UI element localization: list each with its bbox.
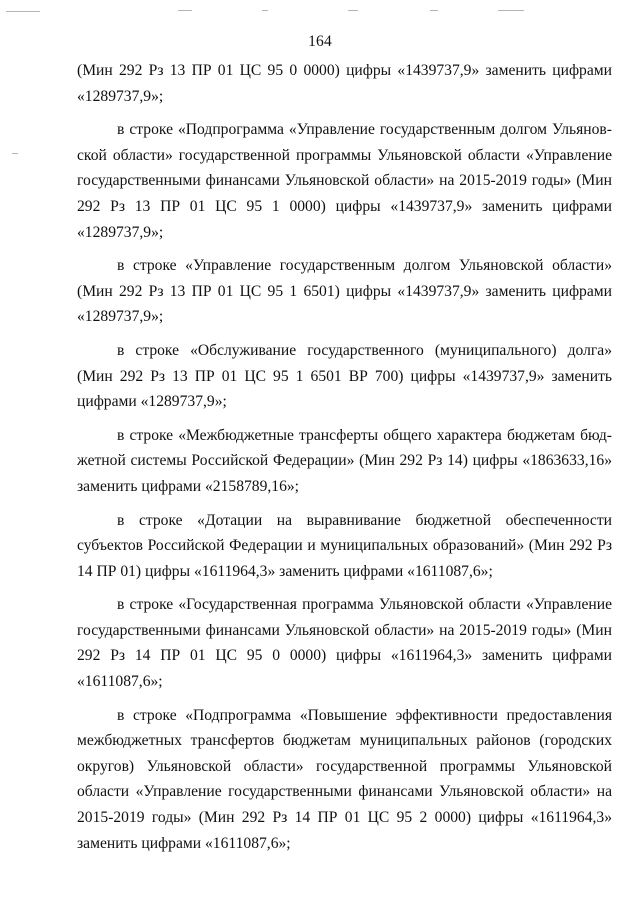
paragraph: в строке «Управление государственным долгом Ульяновской области» (Мин 292 Рз 13 ПР 01 ЦС 95 1 6501) цифры «1439737,9» заменить цифрами «1289737,9»;	[77, 257, 612, 326]
paragraph: в строке «Дотации на выравнивание бюджетной обеспеченности субъектов Российской Федерации и муниципальных образований» (Мин 292 Рз 14 ПР 01) цифры «1611964,3» заменить цифрами «1611087,6»;	[77, 511, 612, 580]
scan-mark	[6, 11, 40, 12]
scan-mark	[262, 10, 268, 11]
paragraph: в строке «Подпрограмма «Управление государственным долгом Ульяновской области» государственной программы Ульяновской области «Управление государственными финансами Ульяновской области» на 2015-2019 годы» (Мин 292 Рз 13 ПР 01 ЦС 95 1 0000) цифры «1439737,9» заменить цифрами «1289737,9»;	[77, 121, 612, 241]
page-number: 164	[308, 33, 332, 50]
scan-mark	[498, 10, 524, 11]
paragraph: в строке «Межбюджетные трансферты общего характера бюджетам бюджетной системы Российской Федерации» (Мин 292 Рз 14) цифры «1863633,16» заменить цифрами «2158789,16»;	[77, 426, 612, 495]
scan-mark	[12, 153, 18, 154]
document-body	[77, 58, 612, 856]
paragraph: в строке «Государственная программа Ульяновской области «Управление государственными финансами Ульяновской области» на 2015-2019 годы» (Мин 292 Рз 14 ПР 01 ЦС 95 0 0000) цифры «1611964,3» заменить цифрами «1611087,6»;	[77, 596, 612, 691]
scan-mark	[348, 10, 358, 11]
paragraph: в строке «Подпрограмма «Повышение эффективности предоставления межбюджетных трансфертов бюджетам муниципальных районов (городских округов) Ульяновской области» государственной программы Ульяновской области «Управление государственными финансами Ульяновской области» на 2015-2019 годы» (Мин 292 Рз 14 ПР 01 ЦС 95 2 0000) цифры «1611964,3» заменить цифрами «1611087,6»;	[77, 706, 612, 852]
paragraph: в строке «Обслуживание государственного (муниципального) долга» (Мин 292 Рз 13 ПР 01 ЦС 95 1 6501 ВР 700) цифры «1439737,9» заменить цифрами «1289737,9»;	[77, 341, 612, 411]
paragraph: (Мин 292 Рз 13 ПР 01 ЦС 95 0 0000) цифры «1439737,9» заменить цифрами «1289737,9»;	[77, 62, 612, 105]
scan-mark	[178, 10, 192, 11]
scan-mark	[430, 10, 438, 11]
